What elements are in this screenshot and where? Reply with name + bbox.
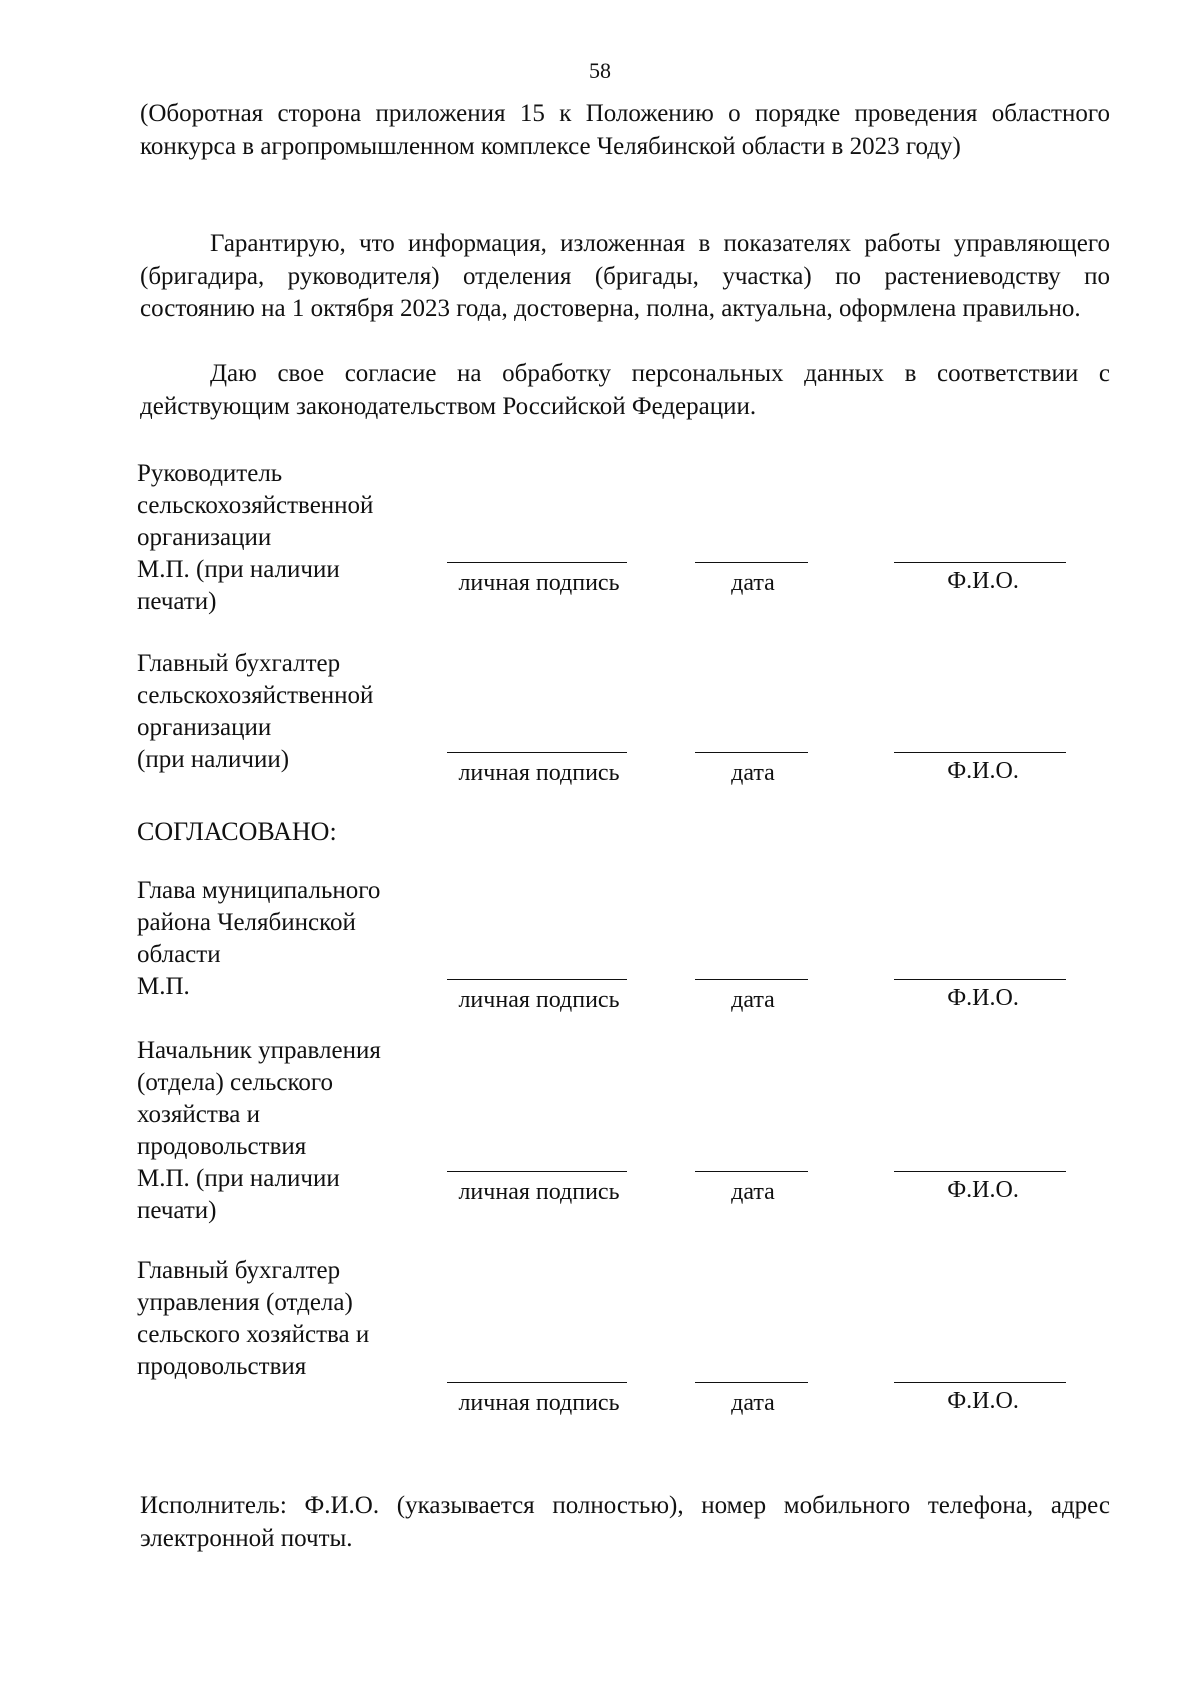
appendix-heading: (Оборотная сторона приложения 15 к Положению о порядке проведения областного конкурса в агропромышленном комплексе Челябинской области в 2023 году) [140, 100, 1110, 160]
consent-paragraph: Даю свое согласие на обработку персональных данных в соответствии с действующим законодательством Российской Федерации. [140, 360, 1110, 420]
signatory-role-label: Главный бухгалтер сельскохозяйственной организации (при наличии) [137, 650, 374, 773]
guarantee-paragraph: Гарантирую, что информация, изложенная в показателях работы управляющего (бригадира, руководителя) отделения (бригады, участка) по растениеводству по состоянию на 1 октября 2023 года, достоверна, полна, актуальна, оформлена правильно. [140, 230, 1110, 322]
signatory-role-label: Главный бухгалтер управления (отдела) сельского хозяйства и продовольствия [137, 1257, 370, 1380]
signature-line [447, 1382, 627, 1383]
date-caption: дата [731, 1179, 775, 1205]
fio-line [894, 562, 1066, 563]
fio-caption: Ф.И.О. [947, 1388, 1019, 1414]
signatory-role-label: Начальник управления (отдела) сельского хозяйства и продовольствия М.П. (при наличии печати) [137, 1037, 381, 1224]
signatory-block-municipal-head [137, 875, 1097, 1015]
date-line [695, 752, 808, 753]
date-caption: дата [731, 570, 775, 596]
signature-line [447, 979, 627, 980]
signatory-block-chief-accountant [137, 648, 1097, 788]
fio-line [894, 979, 1066, 980]
executor-note: Исполнитель: Ф.И.О. (указывается полностью), номер мобильного телефона, адрес электронной почты. [140, 1492, 1110, 1552]
signature-line [447, 562, 627, 563]
fio-caption: Ф.И.О. [947, 985, 1019, 1011]
signatory-role-label: Руководитель сельскохозяйственной организации М.П. (при наличии печати) [137, 460, 374, 615]
signature-caption: личная подпись [458, 570, 620, 596]
signatory-block-department-head [137, 1035, 1097, 1235]
signatory-role-label: Глава муниципального района Челябинской области М.П. [137, 877, 381, 1000]
date-caption: дата [731, 987, 775, 1013]
agreed-label: СОГЛАСОВАНО: [137, 817, 337, 846]
signature-line [447, 752, 627, 753]
signature-line [447, 1171, 627, 1172]
fio-line [894, 752, 1066, 753]
signature-caption: личная подпись [458, 760, 620, 786]
signature-caption: личная подпись [458, 987, 620, 1013]
fio-caption: Ф.И.О. [947, 758, 1019, 784]
fio-line [894, 1382, 1066, 1383]
signature-caption: личная подпись [458, 1390, 620, 1416]
date-line [695, 1382, 808, 1383]
date-caption: дата [731, 1390, 775, 1416]
signatory-block-head [137, 458, 1097, 628]
fio-caption: Ф.И.О. [947, 568, 1019, 594]
signatory-block-department-accountant [137, 1255, 1097, 1435]
date-caption: дата [731, 760, 775, 786]
date-line [695, 1171, 808, 1172]
date-line [695, 562, 808, 563]
signature-caption: личная подпись [458, 1179, 620, 1205]
date-line [695, 979, 808, 980]
fio-caption: Ф.И.О. [947, 1177, 1019, 1203]
page-number: 58 [589, 58, 611, 83]
fio-line [894, 1171, 1066, 1172]
